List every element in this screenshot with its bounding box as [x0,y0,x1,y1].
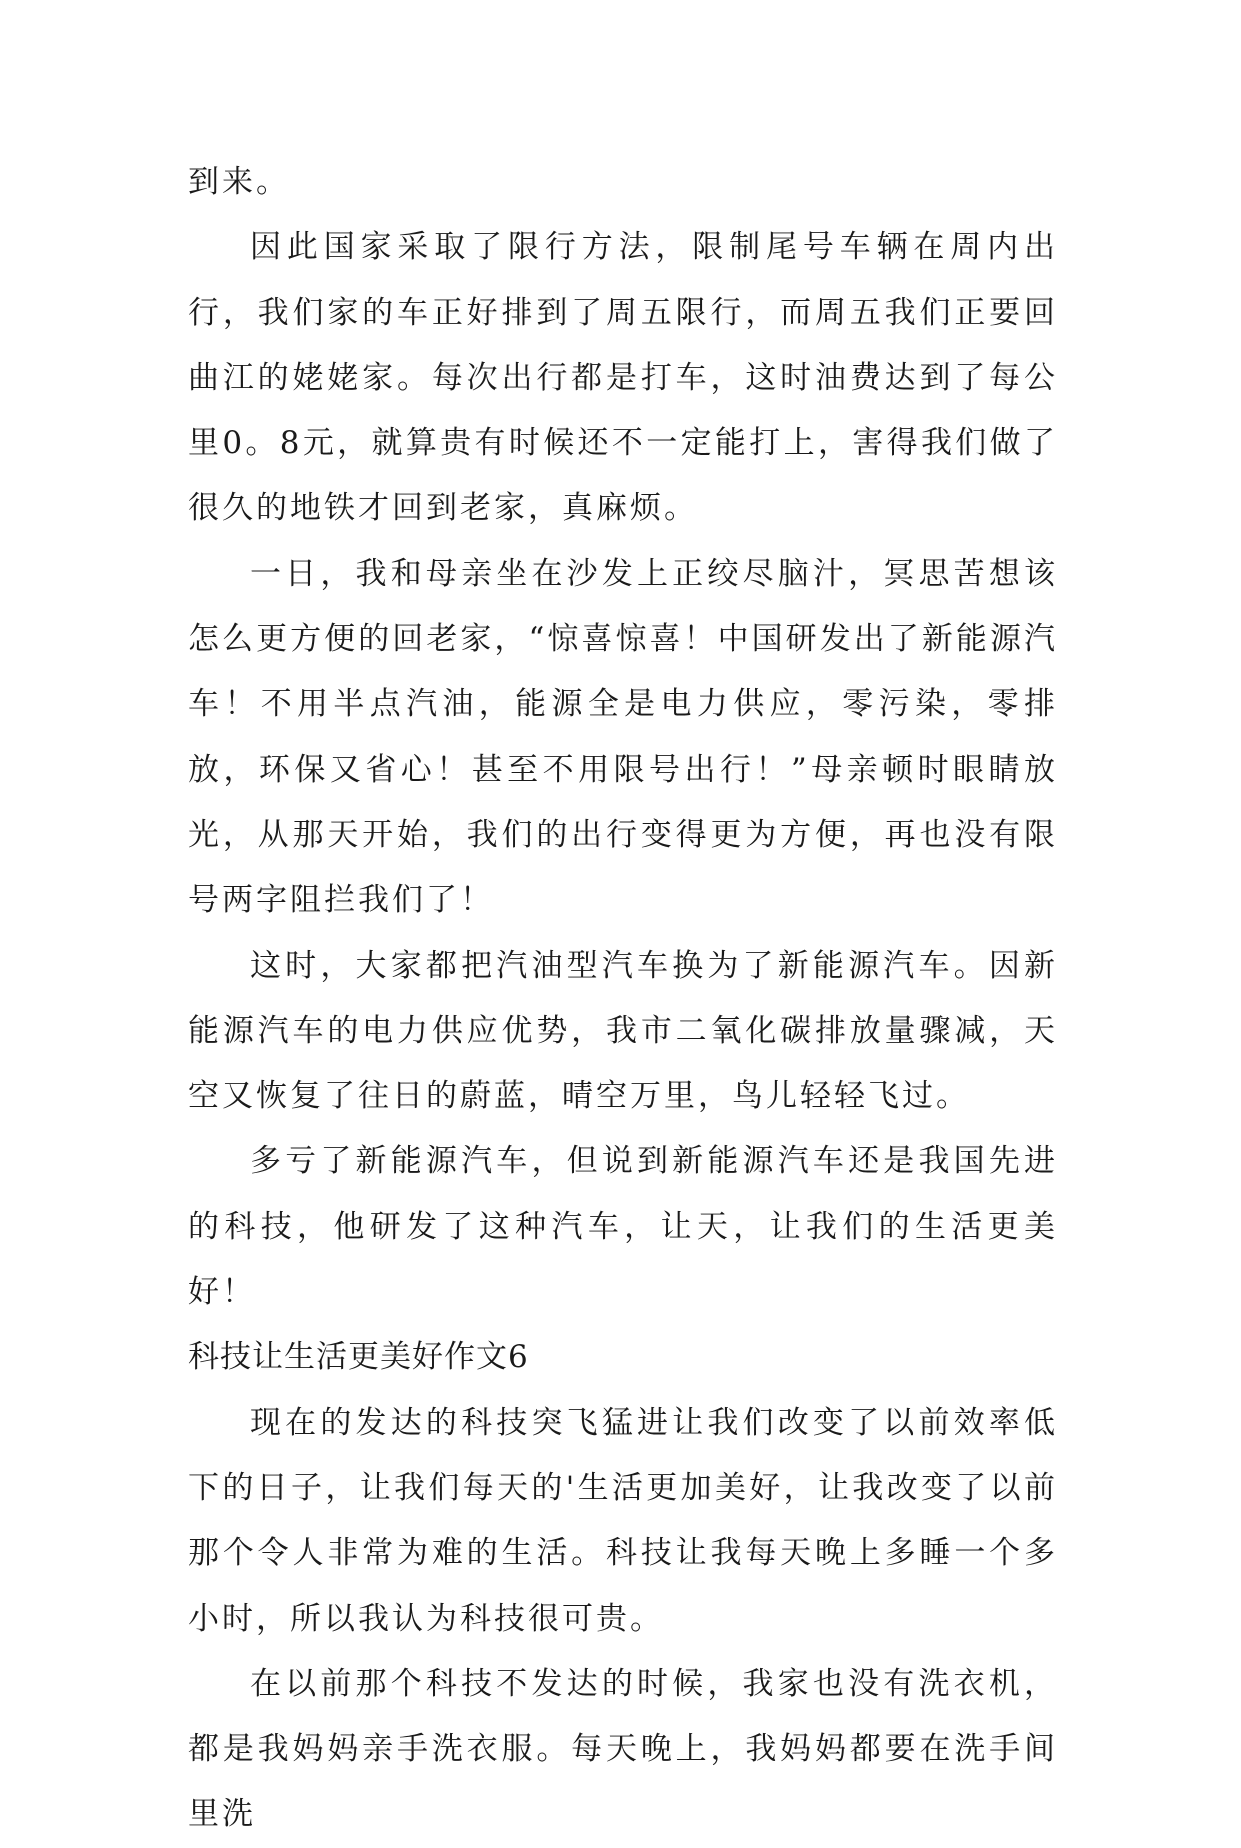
paragraph-1: 到来。 [188,164,290,200]
paragraph-4: 这时，大家都把汽油型汽车换为了新能源汽车。因新能源汽车的电力供应优势，我市二氧化碳排放量骤减，天空又恢复了往日的蔚蓝，晴空万里，鸟儿轻轻飞过。 [188,947,1058,1115]
paragraph-5: 多亏了新能源汽车，但说到新能源汽车还是我国先进的科技，他研发了这种汽车，让天，让我们的生活更美好！ [188,1143,1058,1311]
paragraph-7: 在以前那个科技不发达的时候，我家也没有洗衣机，都是我妈妈亲手洗衣服。每天晚上，我妈妈都要在洗手间里洗 [188,1665,1058,1833]
paragraph-3: 一日，我和母亲坐在沙发上正绞尽脑汁，冥思苦想该怎么更方便的回老家，“惊喜惊喜！中国研发出了新能源汽车！不用半点汽油，能源全是电力供应，零污染，零排放，环保又省心！甚至不用限号出行！”母亲顿时眼睛放光，从那天开始，我们的出行变得更为方便，再也没有限号两字阻拦我们了！ [188,555,1058,919]
section-title: 科技让生活更美好作文6 [188,1339,529,1376]
paragraph-2: 因此国家采取了限行方法，限制尾号车辆在周内出行，我们家的车正好排到了周五限行，而周五我们正要回曲江的姥姥家。每次出行都是打车，这时油费达到了每公里0。8元，就算贵有时候还不一定能打上，害得我们做了很久的地铁才回到老家，真麻烦。 [188,229,1058,527]
paragraph-6: 现在的发达的科技突飞猛进让我们改变了以前效率低下的日子，让我们每天的'生活更加美好，让我改变了以前那个令人非常为难的生活。科技让我每天晚上多睡一个多小时，所以我认为科技很可贵。 [188,1404,1058,1637]
document-body [188,150,1058,1848]
